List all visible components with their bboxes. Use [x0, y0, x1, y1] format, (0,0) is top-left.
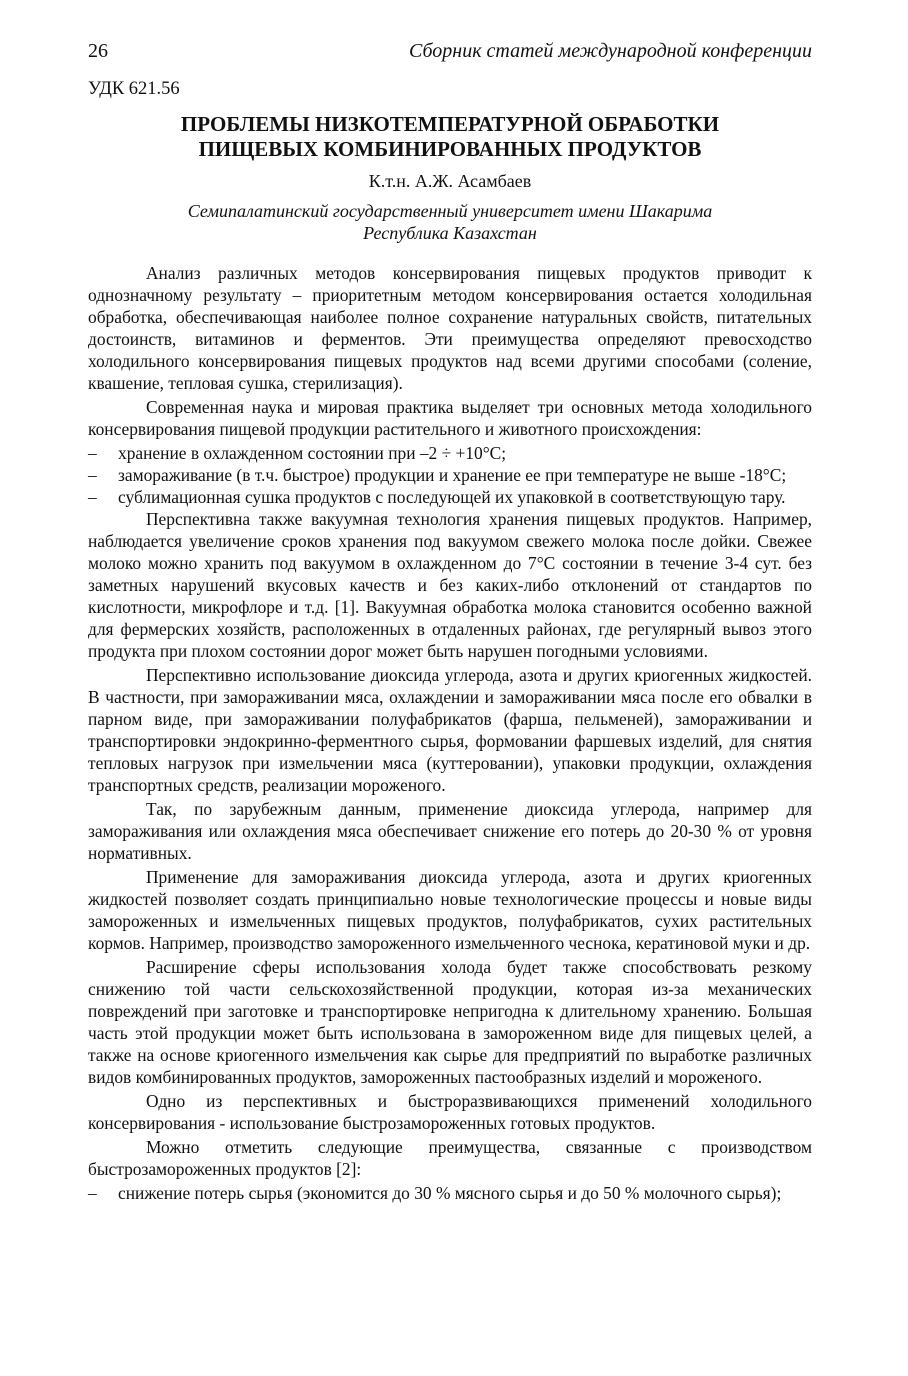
article-title — [88, 112, 812, 162]
udc-code: УДК 621.56 — [88, 79, 180, 99]
paragraph: Расширение сферы использования холода будет также способствовать резкому снижению той части сельскохозяйственной продукции, которая из-за механических повреждений при заготовке и транспортировке непригодна к длительному хранению. Большая часть этой продукции может быть использована в замороженном виде для пищевых целей, а также на основе криогенного измельчения как сырье для предприятий по выработке различных видов комбинированных продуктов, замороженных пастообразных изделий и мороженого. — [88, 957, 812, 1087]
list-item: – замораживание (в т.ч. быстрое) продукции и хранение ее при температуре не выше -18°С; — [88, 464, 812, 486]
paragraph: Анализ различных методов консервирования пищевых продуктов приводит к однозначному результату – приоритетным методом консервирования остается холодильная обработка, обеспечивающая наиболее полное сохранение натуральных свойств, питательных достоинств, витаминов и ферментов. Эти преимущества определяют превосходство холодильного консервирования пищевых продуктов над всеми другими способами (соление, квашение, тепловая сушка, стерилизация). — [88, 263, 812, 393]
paragraph: Перспективно использование диоксида углерода, азота и других криогенных жидкостей. В частности, при замораживании мяса, охлаждении и замораживании мяса после его обвалки в парном виде, при замораживании полуфабрикатов (фарша, пельменей), замораживании и транспортировки эндокринно-ферментного сырья, формовании фаршевых изделий, для снятия тепловых нагрузок при измельчении мяса (куттеровании), упаковки продукции, охлаждения транспортных средств, реализации мороженого. — [88, 665, 812, 795]
list-item: – хранение в охлажденном состоянии при –2 ÷ +10°С; — [88, 442, 812, 464]
paragraph: Применение для замораживания диоксида углерода, азота и других криогенных жидкостей позволяет создать принципиально новые технологические процессы и новые виды замороженных и измельченных пищевых продуктов, полуфабрикатов, сухих растительных кормов. Например, производство замороженного измельченного чеснока, кератиновой муки и др. — [88, 867, 812, 953]
title-line: ПРОБЛЕМЫ НИЗКОТЕМПЕРАТУРНОЙ ОБРАБОТКИ — [180, 112, 720, 136]
article-body — [88, 262, 812, 1204]
affiliation-line: Республика Казахстан — [363, 223, 537, 243]
paragraph: Перспективна также вакуумная технология хранения пищевых продуктов. Например, наблюдается увеличение сроков хранения под вакуумом свежего молока после дойки. Свежее молоко можно хранить под вакуумом в охлажденном до 7°С состоянии в течение 3-4 сут. без заметных нарушений вкусовых качеств и без каких-либо отклонений от стандартов по кислотности, микрофлоре и т.д. [1]. Вакуумная обработка молока становится особенно важной для фермерских хозяйств, расположенных в отдаленных районах, где регулярный вывоз этого продукта при плохом состоянии дорог может быть нарушен погодными условиями. — [88, 509, 812, 661]
methods-list — [88, 442, 812, 508]
paragraph: Так, по зарубежным данным, применение диоксида углерода, например для замораживания или охлаждения мяса обеспечивает снижение его потерь до 20-30 % от уровня нормативных. — [88, 799, 812, 863]
paragraph: Современная наука и мировая практика выделяет три основных метода холодильного консервирования пищевой продукции растительного и животного происхождения: — [88, 397, 812, 439]
paragraph: Можно отметить следующие преимущества, связанные с производством быстрозамороженных продуктов [2]: — [88, 1137, 812, 1179]
running-header — [88, 40, 812, 66]
page — [88, 40, 812, 1204]
title-line: ПИЩЕВЫХ КОМБИНИРОВАННЫХ ПРОДУКТОВ — [198, 137, 702, 161]
advantages-list — [88, 1182, 812, 1204]
journal-title: Сборник статей международной конференции — [409, 40, 812, 62]
page-number: 26 — [88, 40, 108, 62]
author: К.т.н. А.Ж. Асамбаев — [368, 171, 532, 191]
affiliation — [88, 200, 812, 244]
affiliation-line: Семипалатинский государственный университет имени Шакарима — [187, 201, 713, 221]
list-item: – сублимационная сушка продуктов с последующей их упаковкой в соответствующую тару. — [88, 486, 812, 508]
list-item: – снижение потерь сырья (экономится до 30 % мясного сырья и до 50 % молочного сырья); — [88, 1182, 812, 1204]
paragraph: Одно из перспективных и быстроразвивающихся применений холодильного консервирования - использование быстрозамороженных готовых продуктов. — [88, 1091, 812, 1133]
